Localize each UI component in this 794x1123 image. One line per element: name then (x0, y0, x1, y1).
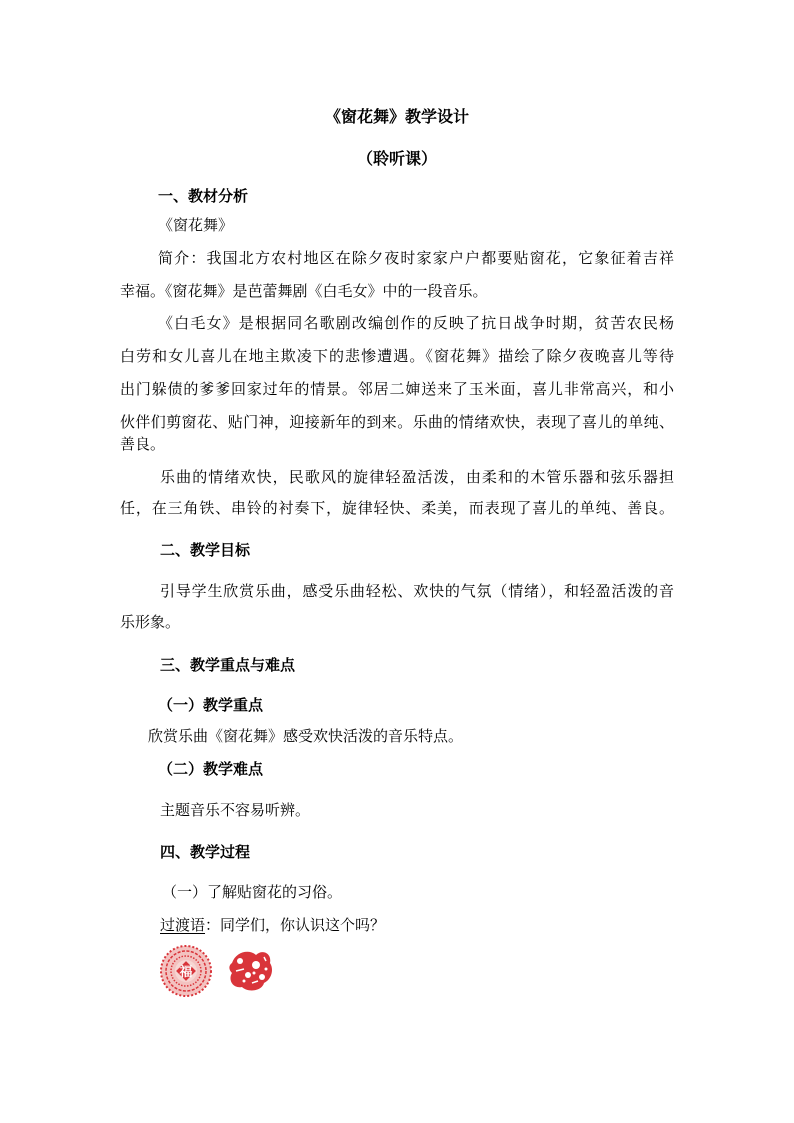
work-title: 《窗花舞》 (158, 216, 234, 234)
para2-line-4: 伙伴们剪窗花、贴门神，迎接新年的到来。乐曲的情绪欢快，表现了喜儿的单纯、 (120, 413, 675, 431)
document-subtitle: （聆听课） (356, 149, 437, 168)
intro-line-1: 简介：我国北方农村地区在除夕夜时家家户户都要贴窗花，它象征着吉祥 (158, 249, 676, 267)
para2-line-1: 《白毛女》是根据同名歌剧改编创作的反映了抗日战争时期，贫苦农民杨 (158, 314, 676, 332)
goal-line-2: 乐形象。 (120, 613, 181, 631)
difficulty-heading: （二）教学难点 (158, 760, 264, 778)
para2-line-5: 善良。 (120, 435, 166, 453)
para2-line-3: 出门躲债的爹爹回家过年的情景。邻居二婶送来了玉米面，喜儿非常高兴，和小 (120, 380, 675, 398)
para3-line-2: 任，在三角铁、串铃的衬奏下，旋律轻快、柔美，而表现了喜儿的单纯、善良。 (120, 499, 675, 517)
papercut-character: 福 (179, 965, 193, 980)
difficulty-text: 主题音乐不容易听辨。 (160, 801, 311, 819)
transition-line (160, 915, 385, 935)
key-point-heading: （一）教学重点 (158, 696, 264, 714)
section3-heading: 三、教学重点与难点 (160, 656, 296, 674)
intro-line-2: 幸福。《窗花舞》是芭蕾舞剧《白毛女》中的一段音乐。 (120, 282, 488, 300)
section1-heading: 一、教材分析 (158, 187, 249, 205)
transition-text: ：同学们，你认识这个吗？ (205, 916, 386, 934)
section4-heading: 四、教学过程 (160, 843, 251, 861)
section2-heading: 二、教学目标 (160, 541, 251, 559)
process-step-1: （一）了解贴窗花的习俗。 (162, 883, 343, 901)
key-point-text: 欣赏乐曲《窗花舞》感受欢快活泼的音乐特点。 (148, 727, 464, 745)
para3-line-1: 乐曲的情绪欢快，民歌风的旋律轻盈活泼，由柔和的木管乐器和弦乐器担 (160, 468, 676, 486)
fish-papercut-image (226, 945, 276, 995)
para2-line-2: 白劳和女儿喜儿在地主欺凌下的悲惨遭遇。《窗花舞》描绘了除夕夜晚喜儿等待 (120, 347, 676, 365)
goal-line-1: 引导学生欣赏乐曲，感受乐曲轻松、欢快的气氛（情绪），和轻盈活泼的音 (160, 582, 675, 600)
transition-label: 过渡语 (160, 916, 206, 934)
document-title: 《窗花舞》教学设计 (324, 107, 469, 126)
round-papercut-image (160, 945, 212, 997)
